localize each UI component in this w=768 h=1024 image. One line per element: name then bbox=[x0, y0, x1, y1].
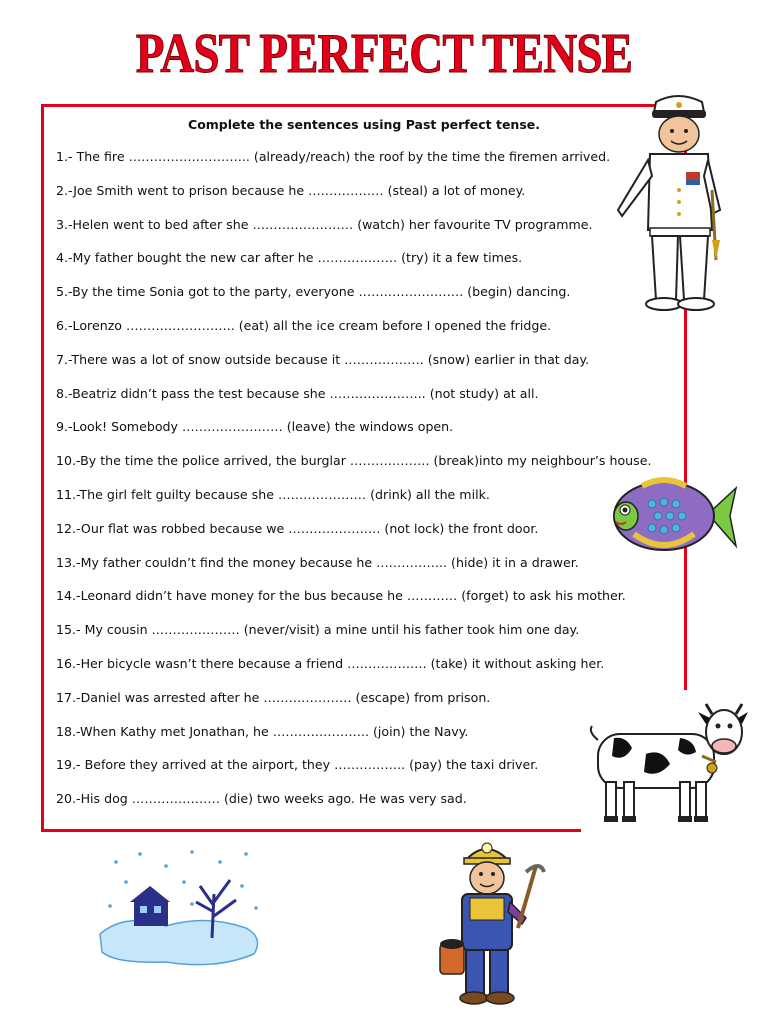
sentence-item: 9.-Look! Somebody …………………… (leave) the windows open. bbox=[56, 419, 454, 435]
sentence-item: 12.-Our flat was robbed because we …………………. (not lock) the front door. bbox=[56, 520, 539, 536]
sentence-item: 18.-When Kathy met Jonathan, he ………………….. (join) the Navy. bbox=[56, 723, 469, 739]
sentence-item: 8.-Beatriz didn’t pass the test because she ………………….. (not study) at all. bbox=[56, 385, 539, 401]
sentence-item: 3.-Helen went to bed after she …………………… (watch) her favourite TV programme. bbox=[56, 216, 593, 232]
miner-illustration bbox=[430, 832, 546, 1010]
navy-officer-illustration bbox=[608, 90, 730, 316]
sentence-item: 13.-My father couldn’t find the money because he …………….. (hide) it in a drawer. bbox=[56, 554, 579, 570]
sentence-item: 11.-The girl felt guilty because she ………………… (drink) all the milk. bbox=[56, 486, 490, 502]
sentence-item: 5.-By the time Sonia got to the party, everyone ……………………. (begin) dancing. bbox=[56, 284, 571, 300]
sentence-item: 1.- The fire ……………………….. (already/reach) the roof by the time the firemen arrived. bbox=[56, 149, 611, 164]
sentence-item: 7.-There was a lot of snow outside because it ………………. (snow) earlier in that day. bbox=[56, 351, 590, 367]
cow-illustration bbox=[584, 702, 748, 826]
snowy-house-illustration bbox=[96, 842, 268, 972]
sentence-item: 15.- My cousin ………………… (never/visit) a mine until his father took him one day. bbox=[56, 622, 580, 638]
sentence-item: 16.-Her bicycle wasn’t there because a friend ………………. (take) it without asking her. bbox=[56, 655, 605, 671]
sentence-item: 20.-His dog ………………… (die) two weeks ago. He was very sad. bbox=[56, 791, 467, 807]
sentence-item: 17.-Daniel was arrested after he ………………… (escape) from prison. bbox=[56, 689, 491, 705]
worksheet-title: PAST PERFECT TENSE bbox=[135, 23, 633, 85]
sentence-item: 10.-By the time the police arrived, the burglar ………………. (break)into my neighbour’s house. bbox=[56, 453, 652, 469]
sentence-item: 19.- Before they arrived at the airport, they …………….. (pay) the taxi driver. bbox=[56, 757, 539, 773]
sentence-item: 4.-My father bought the new car after he ………………. (try) it a few times. bbox=[56, 250, 523, 266]
sentence-item: 2.-Joe Smith went to prison because he ……………… (steal) a lot of money. bbox=[56, 182, 526, 198]
sentence-item: 6.-Lorenzo …………………….. (eat) all the ice cream before I opened the fridge. bbox=[56, 317, 552, 333]
frame-border-top bbox=[41, 104, 684, 107]
instruction-text: Complete the sentences using Past perfect tense. bbox=[188, 117, 540, 132]
frame-border-left bbox=[41, 104, 44, 832]
tropical-fish-illustration bbox=[612, 474, 738, 558]
sentence-item: 14.-Leonard didn’t have money for the bus because he ………… (forget) to ask his mother. bbox=[56, 588, 626, 604]
